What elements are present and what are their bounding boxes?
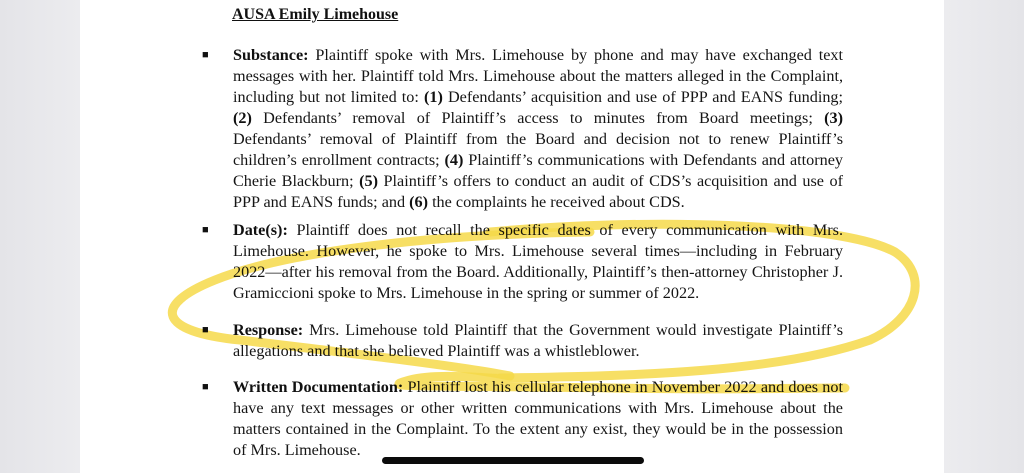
substance-paragraph — [233, 45, 843, 213]
point-text: the complaints he received about CDS. — [428, 193, 685, 211]
dates-paragraph — [233, 220, 843, 304]
written-documentation-paragraph — [233, 377, 843, 461]
list-item-dates — [202, 220, 842, 304]
substance-label: Substance: — [233, 46, 309, 64]
response-paragraph — [233, 320, 843, 362]
substance-text: Plaintiff spoke with Mrs. Limehouse by phone and may have exchanged text messages with her. Plaintiff told Mrs. Limehouse about the matters alleged in the Complaint, including but not limited to: — [233, 46, 843, 106]
section-heading: AUSA Emily Limehouse — [232, 6, 399, 23]
point-number: (3) — [824, 109, 843, 127]
dates-text: Plaintiff does not recall the specific dates of every communication with Mrs. Limehouse. However, he spoke to Mrs. Limehouse several times—including in February 2022—after his removal from the Board. Additionally, Plaintiff’s then-attorney Christopher J. Gramiccioni spoke to Mrs. Limehouse in the spring or summer of 2022. — [233, 221, 843, 302]
point-number: (5) — [359, 172, 379, 190]
bullet-icon: ■ — [202, 224, 209, 236]
list-item-substance — [202, 45, 842, 213]
list-item-written-documentation — [202, 377, 842, 461]
point-text: Defendants’ acquisition and use of PPP and EANS funding; — [442, 88, 844, 106]
home-indicator[interactable] — [382, 457, 644, 464]
document-content — [80, 0, 944, 473]
point-number: (2) — [233, 109, 252, 127]
bullet-icon: ■ — [202, 324, 209, 336]
point-text: Defendants’ removal of Plaintiff’s access to minutes from Board meetings; — [251, 109, 825, 127]
left-background — [0, 0, 80, 473]
point-text: Defendants’ removal of Plaintiff from the Board and decision not to renew Plaintiff’s children’s enrollment contracts; — [233, 130, 843, 169]
dates-label: Date(s): — [233, 221, 288, 239]
point-number: (4) — [444, 151, 464, 169]
written-documentation-label: Written Documentation: — [233, 378, 404, 396]
list-item-response — [202, 320, 842, 362]
right-background — [944, 0, 1024, 473]
point-number: (6) — [409, 193, 429, 211]
written-documentation-text: Plaintiff lost his cellular telephone in November 2022 and does not have any text messages or other written communications with Mrs. Limehouse about the matters contained in the Complaint. To the extent any exist, they would be in the possession of Mrs. Limehouse. — [233, 378, 843, 459]
bullet-icon: ■ — [202, 381, 209, 393]
point-text: Plaintiff’s offers to conduct an audit of CDS’s acquisition and use of PPP and EANS funds; and — [233, 172, 844, 211]
document-page — [80, 0, 944, 473]
bullet-icon: ■ — [202, 49, 209, 61]
point-number: (1) — [423, 88, 443, 106]
response-text: Mrs. Limehouse told Plaintiff that the Government would investigate Plaintiff’s allegations and that she believed Plaintiff was a whistleblower. — [233, 321, 843, 360]
point-text: Plaintiff’s communications with Defendants and attorney Cherie Blackburn; — [233, 151, 843, 190]
response-label: Response: — [233, 321, 304, 339]
